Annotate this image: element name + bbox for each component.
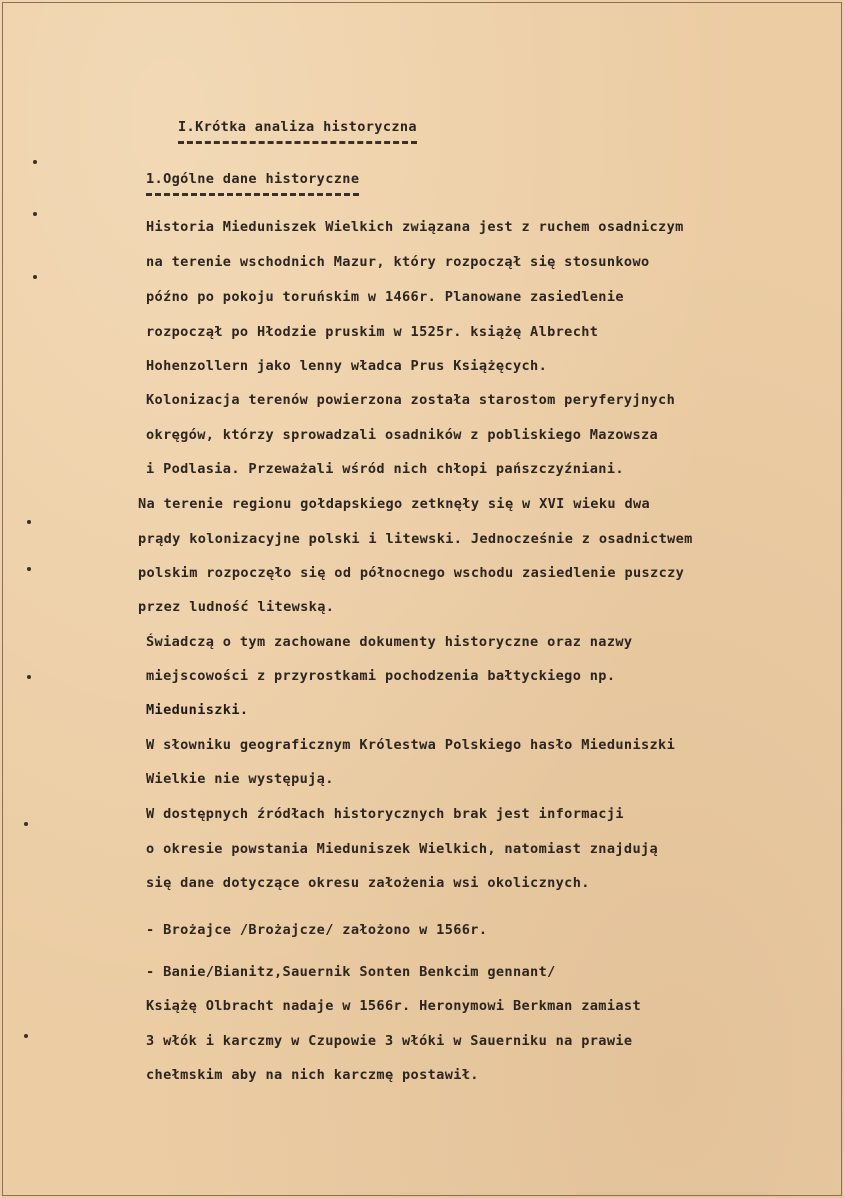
punch-hole-mark	[24, 822, 28, 826]
punch-hole-mark	[33, 160, 37, 164]
text-line: Wielkie nie występują.	[146, 771, 334, 787]
place-name-line: Mieduniszki.	[146, 702, 249, 718]
text-line: 3 włók i karczmy w Czupowie 3 włóki w Sauerniku na prawie	[146, 1033, 633, 1049]
text-line: i Podlasia. Przeważali wśród nich chłopi pańszczyźniani.	[146, 461, 624, 477]
text-line: się dane dotyczące okresu założenia wsi okolicznych.	[146, 875, 590, 891]
text-line: miejscowości z przyrostkami pochodzenia bałtyckiego np.	[146, 668, 616, 684]
text-line: okręgów, którzy sprowadzali osadników z pobliskiego Mazowsza	[146, 427, 659, 443]
text-line: Świadczą o tym zachowane dokumenty historyczne oraz nazwy	[146, 634, 633, 650]
punch-hole-mark	[33, 275, 37, 279]
punch-hole-mark	[27, 675, 31, 679]
section-heading: I.Krótka analiza historyczna	[178, 119, 417, 144]
list-item-line: - Brożajce /Brożajcze/ założono w 1566r.	[146, 922, 488, 938]
punch-hole-mark	[24, 1034, 28, 1038]
text-line: polskim rozpoczęło się od północnego wschodu zasiedlenie puszczy	[138, 565, 685, 581]
text-line: przez ludność litewską.	[138, 599, 335, 615]
subsection-heading: 1.Ogólne dane historyczne	[146, 171, 359, 196]
punch-hole-mark	[27, 520, 31, 524]
text-line: na terenie wschodnich Mazur, który rozpoczął się stosunkowo	[146, 254, 650, 270]
page-border	[2, 2, 842, 1196]
list-item-line: - Banie/Bianitz,Sauernik Sonten Benkcim gennant/	[146, 964, 556, 980]
text-line: Kolonizacja terenów powierzona została starostom peryferyjnych	[146, 392, 676, 408]
text-line: W słowniku geograficznym Królestwa Polskiego hasło Mieduniszki	[146, 737, 676, 753]
text-line: o okresie powstania Mieduniszek Wielkich, natomiast znajdują	[146, 841, 659, 857]
text-line: chełmskim aby na nich karczmę postawił.	[146, 1067, 479, 1083]
text-line: Na terenie regionu gołdapskiego zetknęły się w XVI wieku dwa	[138, 496, 651, 512]
text-line: W dostępnych źródłach historycznych brak jest informacji	[146, 806, 624, 822]
text-line: Książę Olbracht nadaje w 1566r. Heronymowi Berkman zamiast	[146, 998, 641, 1014]
text-line: Hohenzollern jako lenny władca Prus Książęcych.	[146, 358, 548, 374]
punch-hole-mark	[27, 567, 31, 571]
text-line: prądy kolonizacyjne polski i litewski. Jednocześnie z osadnictwem	[138, 531, 693, 547]
text-line: Historia Mieduniszek Wielkich związana jest z ruchem osadniczym	[146, 219, 684, 235]
text-line: późno po pokoju toruńskim w 1466r. Planowane zasiedlenie	[146, 289, 624, 305]
text-line: rozpoczął po Hłodzie pruskim w 1525r. książę Albrecht	[146, 324, 599, 340]
punch-hole-mark	[33, 212, 37, 216]
